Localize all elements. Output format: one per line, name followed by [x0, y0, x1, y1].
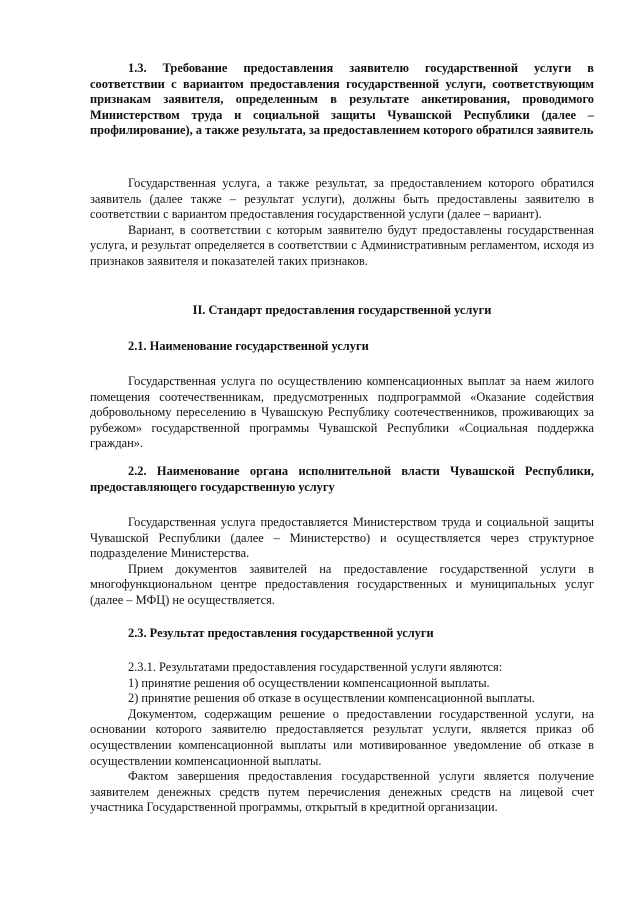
section-2-2-heading: 2.2. Наименование органа исполнительной власти Чувашской Республики, предоставляющего государственную услугу	[90, 464, 594, 494]
section-1-3	[90, 61, 594, 139]
section-2-1	[90, 339, 594, 355]
paragraph: 2.3.1. Результатами предоставления государственной услуги являются:	[128, 660, 503, 674]
section-1-3-heading: 1.3. Требование предоставления заявителю государственной услуги в соответствии с вариантом предоставления государственной услуги, соответствующим признакам заявителя, определенным в результате анкетирования, проводимого Министерством труда и социальной защиты Чувашской Республики (далее – профилирование), а также результата, за предоставлением которого обратился заявитель	[90, 61, 594, 138]
paragraph: Вариант, в соответствии с которым заявителю будут предоставлены государственная услуга, и результат определяется в соответствии с Административным регламентом, исходя из признаков заявителя и показателей таких признаков.	[90, 222, 594, 268]
paragraph: Документом, содержащим решение о предоставлении государственной услуги, на основании которого заявителю предоставляется результат услуги, является приказ об осуществлении компенсационной выплаты или мотивированное уведомление об отказе в осуществлении компенсационной выплаты.	[90, 706, 594, 768]
paragraph: Прием документов заявителей на предоставление государственной услуги в многофункциональном центре предоставления государственных и муниципальных услуг (далее – МФЦ) не осуществляется.	[90, 561, 594, 607]
section-2-2	[90, 464, 594, 495]
list-item: 1) принятие решения об осуществлении компенсационной выплаты.	[128, 675, 490, 690]
section-2-3-heading: 2.3. Результат предоставления государственной услуги	[128, 626, 434, 640]
section-2-2-body	[90, 515, 594, 609]
section-2-title: II. Стандарт предоставления государственной услуги	[192, 303, 492, 317]
section-2-title-block	[90, 303, 594, 319]
section-2-3-body	[90, 660, 594, 816]
paragraph: Государственная услуга, а также результат, за предоставлением которого обратился заявитель (далее также – результат услуги), должны быть предоставлены заявителю в соответствии с вариантом предоставления государственной услуги (далее – вариант).	[90, 176, 594, 222]
section-2-1-body	[90, 374, 594, 452]
paragraph: Государственная услуга по осуществлению компенсационных выплат за наем жилого помещения соотечественникам, предусмотренных подпрограммой «Оказание содействия добровольному переселению в Чувашскую Республику соотечественников, проживающих за рубежом» государственной программы Чувашской Республики «Социальная поддержка граждан».	[90, 374, 594, 451]
section-1-3-body	[90, 176, 594, 270]
section-2-3	[90, 626, 594, 642]
section-2-1-heading: 2.1. Наименование государственной услуги	[128, 339, 369, 353]
paragraph: Государственная услуга предоставляется Министерством труда и социальной защиты Чувашской Республики (далее – Министерство) и осуществляется через структурное подразделение Министерства.	[90, 515, 594, 561]
paragraph: Фактом завершения предоставления государственной услуги является получение заявителем денежных средств путем перечисления денежных средств на лицевой счет участника Государственной программы, открытый в кредитной организации.	[90, 769, 594, 815]
list-item: 2) принятие решения об отказе в осуществлении компенсационной выплаты.	[128, 691, 535, 706]
